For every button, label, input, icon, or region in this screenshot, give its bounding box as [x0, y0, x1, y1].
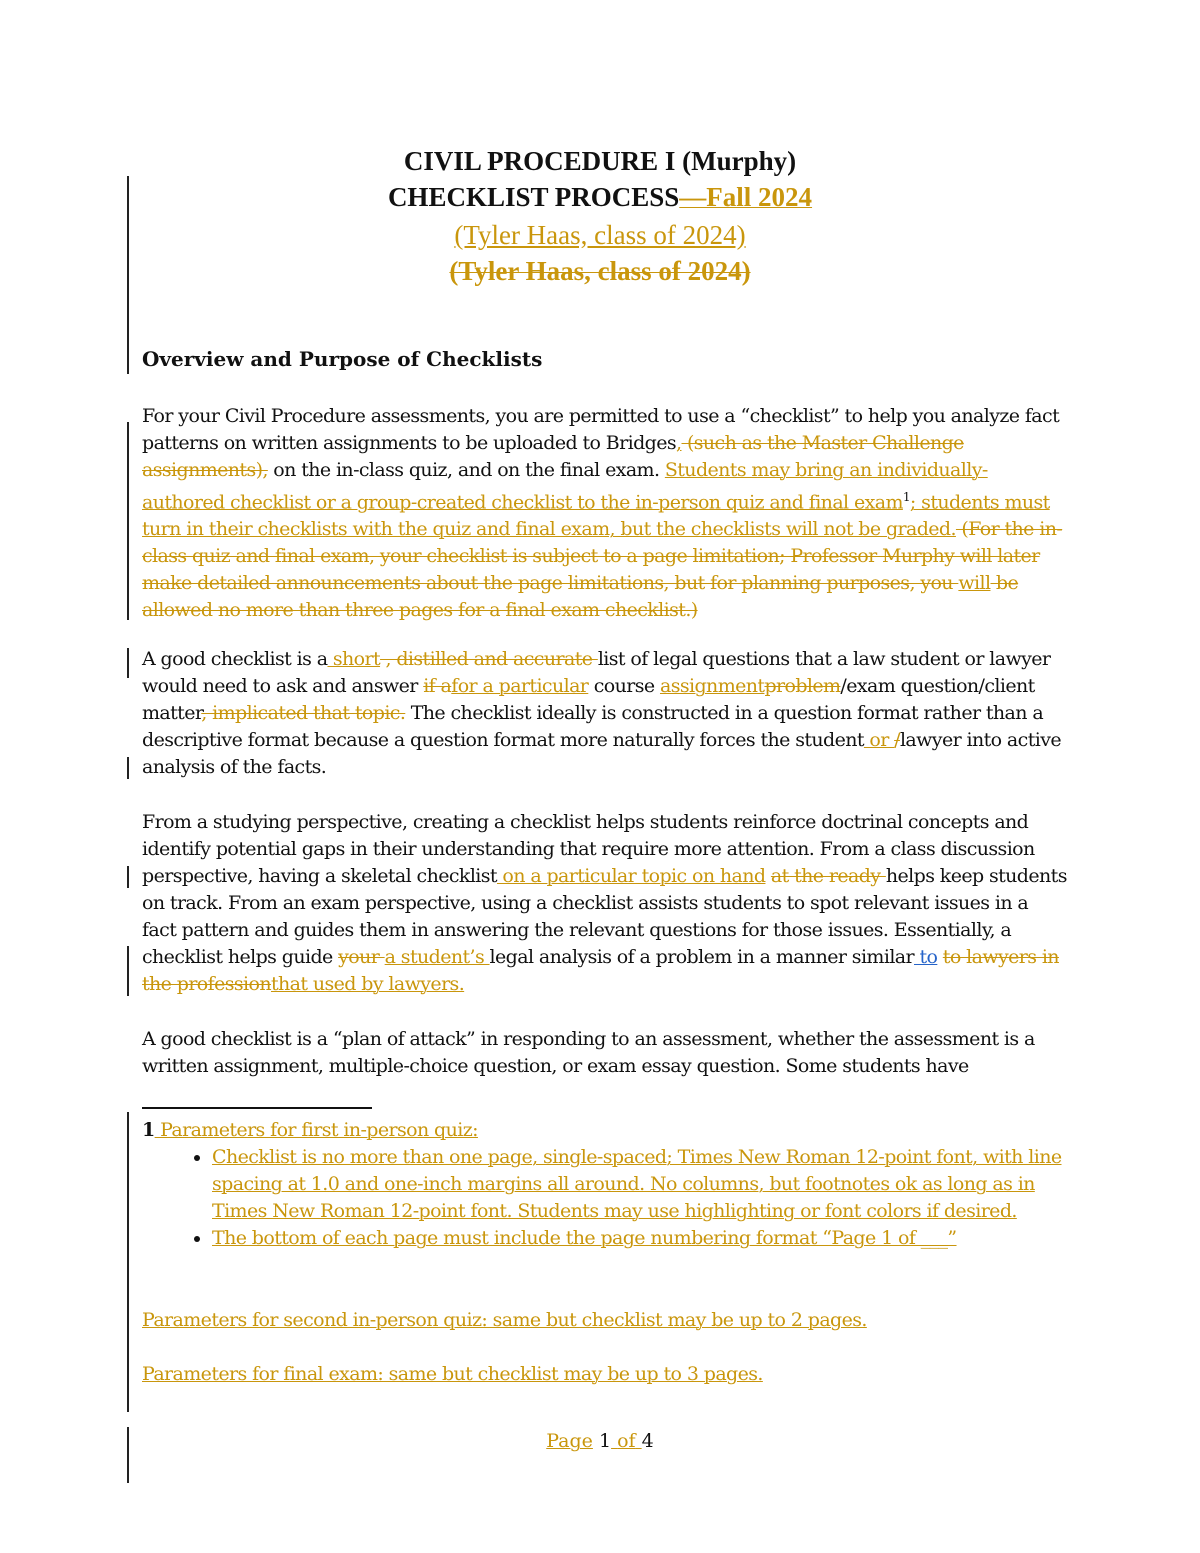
text-run: For your Civil Procedure assessments, you are permitted to use a “checklist” to help you analyze fact patterns on written assignments to be uploaded to Bridges — [142, 405, 1060, 454]
deleted-text: to lawyers in the profession — [142, 946, 1059, 995]
inserted-text: a student’s — [384, 946, 490, 968]
change-bar — [127, 1112, 129, 1412]
doc-title-line1: CIVIL PROCEDURE I (Murphy) — [403, 146, 797, 176]
title-main: CHECKLIST PROCESS — [387, 182, 680, 212]
text-run: on the in-class quiz, and on the final exam. — [267, 459, 665, 481]
author-inserted: (Tyler Haas, class of 2024) — [454, 220, 746, 250]
text-run: /exam question/client matter — [142, 675, 1035, 724]
doc-title-line2 — [0, 179, 1200, 215]
page-current: 1 — [598, 1430, 612, 1452]
of-word-wrap — [611, 1430, 642, 1452]
inserted-text: or — [863, 729, 895, 751]
of-word: of — [617, 1430, 636, 1452]
inserted-text: for a particular — [451, 675, 589, 697]
inserted-text: , — [676, 432, 682, 454]
text-run: list of legal questions that a law student or lawyer would need to ask and answer — [142, 648, 1051, 697]
inserted-text: that used by lawyers. — [270, 973, 465, 995]
inserted-text: Parameters for second in-person quiz: same but checklist may be up to 2 pages. — [142, 1309, 867, 1331]
footnote-final-exam — [142, 1361, 1067, 1388]
deleted-text: if a — [423, 675, 452, 697]
inserted-text: Students may bring an individually-authored checklist or a group-created checklist to the in-person quiz and final exam — [142, 459, 988, 514]
paragraph-2 — [142, 646, 1067, 781]
footnote-reference[interactable]: 1 — [902, 490, 910, 504]
deleted-text: problem — [764, 675, 841, 697]
inserted-text: Parameters for first in-person quiz: — [154, 1119, 478, 1141]
footnote-separator — [142, 1107, 372, 1109]
text-run: lawyer into active analysis of the facts. — [142, 729, 1061, 778]
page-number-footer — [0, 1430, 1200, 1452]
text-run: The checklist ideally is constructed in a question format rather than a descriptive format because a question format more naturally forces the student — [142, 702, 1044, 751]
inserted-text: on a particular topic on hand — [496, 865, 766, 887]
footnote-1 — [142, 1117, 1067, 1252]
footnote-number: 1 — [142, 1119, 155, 1141]
title-inserted: —Fall 2024 — [679, 182, 813, 212]
deleted-text: (For the in-class quiz and final exam, your checklist is subject to a page limitation; Professor Murphy will later make detailed announcements about the page limitations, but for planning purposes, you — [142, 518, 1063, 595]
author-deleted: (Tyler Haas, class of 2024) — [449, 256, 751, 286]
footnote-second-quiz — [142, 1307, 1067, 1334]
change-bar — [127, 866, 129, 888]
paragraph-1 — [142, 403, 1067, 624]
inserted-text: Parameters for final exam: same but checklist may be up to 3 pages. — [142, 1363, 763, 1385]
deleted-text: / — [894, 729, 900, 751]
text-run: legal analysis of a problem in a manner similar — [489, 946, 915, 968]
deleted-text: , implicated that topic. — [201, 702, 406, 724]
text-run: From a studying perspective, creating a checklist helps students reinforce doctrinal concepts and identify potential gaps in their understanding that require more attention. From a class discussion perspective, having a skeletal checklist — [142, 811, 1035, 887]
inserted-text: ; students must turn in their checklists with the quiz and final exam, but the checklists will not be graded. — [142, 491, 1050, 541]
section-heading: Overview and Purpose of Checklists — [142, 347, 543, 371]
change-bar — [127, 648, 129, 678]
footnote-bullet-list — [142, 1144, 1067, 1252]
inserted-text: assignment — [659, 675, 765, 697]
inserted-text-blue: to — [914, 946, 938, 968]
deleted-text: at the ready — [770, 865, 886, 887]
change-bar — [127, 946, 129, 996]
inserted-text: will — [958, 572, 991, 595]
deleted-text: , distilled and accurate — [380, 648, 598, 670]
inserted-text: Checklist is no more than one page, single-spaced; Times New Roman 12-point font, with line spacing at 1.0 and one-inch margins all around. No columns, but footnotes ok as long as in Times New Roman 12-point font. Students may use highlighting or font colors if desired. — [212, 1146, 1062, 1222]
paragraph-4 — [142, 1026, 1067, 1080]
deleted-text: (such as the Master Challenge assignments), — [142, 432, 964, 481]
paragraph-3 — [142, 809, 1067, 998]
text-run: A good checklist is a — [142, 648, 328, 670]
inserted-text: short — [327, 648, 381, 670]
text-run: helps keep students on track. From an exam perspective, using a checklist assists students to spot relevant issues in a fact pattern and guides them in answering the relevant questions for those issues. Essentially, a checklist helps guide — [142, 865, 1067, 968]
deleted-text: be allowed no more than three pages for a final exam checklist.) — [142, 572, 1019, 622]
change-bar — [127, 422, 129, 620]
text-run: course — [588, 675, 660, 697]
inserted-text: The bottom of each page must include the page numbering format “Page 1 of ___” — [212, 1227, 957, 1249]
text-run: A good checklist is a “plan of attack” in responding to an assessment, whether the assessment is a written assignment, multiple-choice question, or exam essay question. Some students have — [142, 1028, 1035, 1077]
list-item — [212, 1225, 1067, 1252]
change-bar — [127, 757, 129, 779]
page-word: Page — [546, 1430, 593, 1452]
footnote-intro — [142, 1117, 1067, 1144]
list-item — [212, 1144, 1067, 1225]
page-total: 4 — [641, 1430, 654, 1452]
deleted-text: your — [338, 946, 385, 968]
